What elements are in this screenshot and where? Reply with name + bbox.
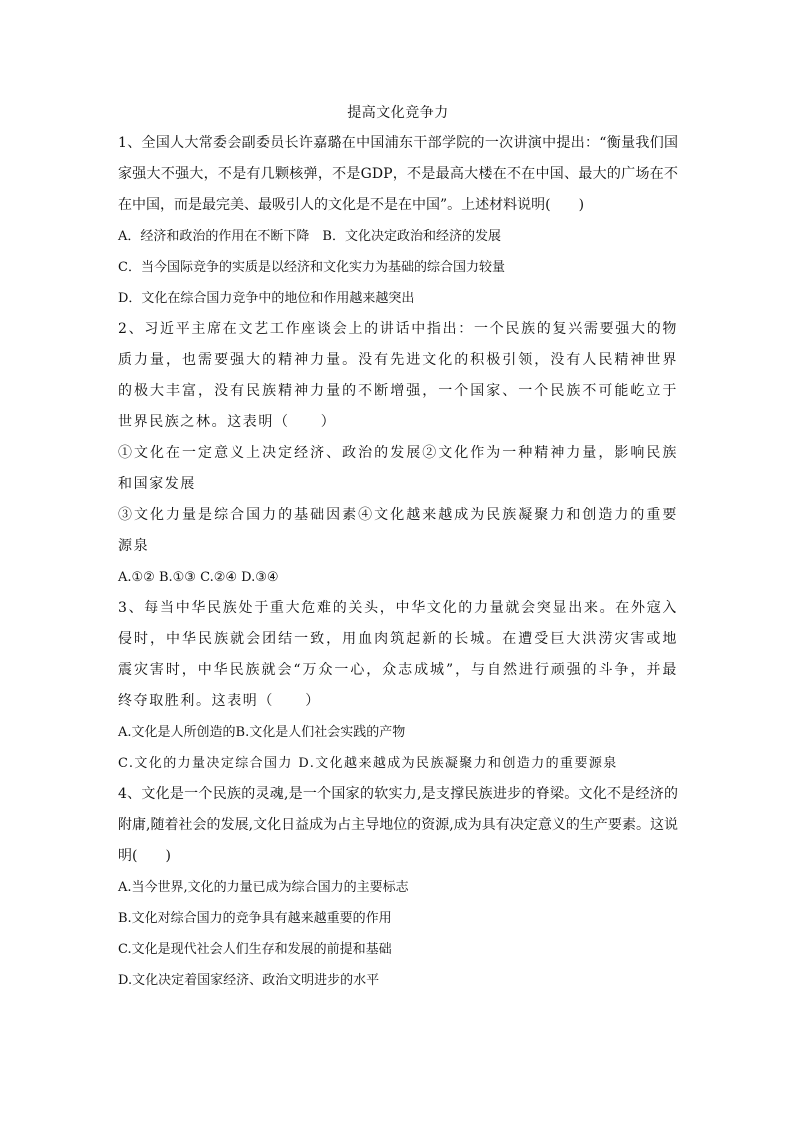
question-2-statements-3-4: ③文化力量是综合国力的基础因素④文化越来越成为民族凝聚力和创造力的重要源泉 — [118, 507, 678, 554]
question-4-option-c: C.文化是现代社会人们生存和发展的前提和基础 — [118, 942, 392, 957]
question-1-option-d: D．文化在综合国力竞争中的地位和作用越来越突出 — [118, 291, 415, 306]
question-2-stem: 2、习近平主席在文艺工作座谈会上的讲话中指出：一个民族的复兴需要强大的物质力量，也需要强大的精神力量。没有先进文化的积极引领，没有人民精神世界的极大丰富，没有民族精神力量的不断增强，一个国家、一个民族不可能屹立于世界民族之林。这表明（ ） — [118, 321, 678, 430]
question-4-option-b: B.文化对综合国力的竞争具有越来越重要的作用 — [118, 911, 392, 926]
question-1-option-c: C．当今国际竞争的实质是以经济和文化实力为基础的综合国力较量 — [118, 260, 505, 275]
question-4-option-a: A.当今世界,文化的力量已成为综合国力的主要标志 — [118, 880, 409, 895]
question-3-stem: 3、每当中华民族处于重大危难的关头，中华文化的力量就会突显出来。在外寇入侵时，中华民族就会团结一致，用血肉筑起新的长城。在遭受巨大洪涝灾害或地震灾害时，中华民族就会“万众一心，众志成城”，与自然进行顽强的斗争，并最终夺取胜利。这表明（ ） — [118, 600, 678, 709]
question-1-options-ab: A．经济和政治的作用在不断下降 B．文化决定政治和经济的发展 — [118, 229, 501, 244]
question-4-option-d: D.文化决定着国家经济、政治文明进步的水平 — [118, 973, 380, 988]
document-content — [118, 100, 678, 996]
document-title: 提高文化竞争力 — [347, 105, 449, 121]
question-1-stem: 1、全国人大常委会副委员长许嘉璐在中国浦东干部学院的一次讲演中提出：“衡量我们国家强大不强大，不是有几颗核弹，不是GDP，不是最高大楼在不在中国、最大的广场在不在中国，而是最完美、最吸引人的文化是不是在中国”。上述材料说明( ) — [118, 135, 678, 213]
question-3-options-cd: C.文化的力量决定综合国力 D.文化越来越成为民族凝聚力和创造力的重要源泉 — [118, 756, 618, 771]
question-2-statements-1-2: ①文化在一定意义上决定经济、政治的发展②文化作为一种精神力量，影响民族和国家发展 — [118, 445, 678, 492]
question-3-options-ab: A.文化是人所创造的B.文化是人们社会实践的产物 — [118, 725, 406, 740]
question-4-stem: 4、文化是一个民族的灵魂,是一个国家的软实力,是支撑民族进步的脊梁。文化不是经济的附庸,随着社会的发展,文化日益成为占主导地位的资源,成为具有决定意义的生产要素。这说明( ) — [118, 786, 678, 864]
question-2-options: A.①② B.①③ C.②④ D.③④ — [118, 570, 279, 585]
